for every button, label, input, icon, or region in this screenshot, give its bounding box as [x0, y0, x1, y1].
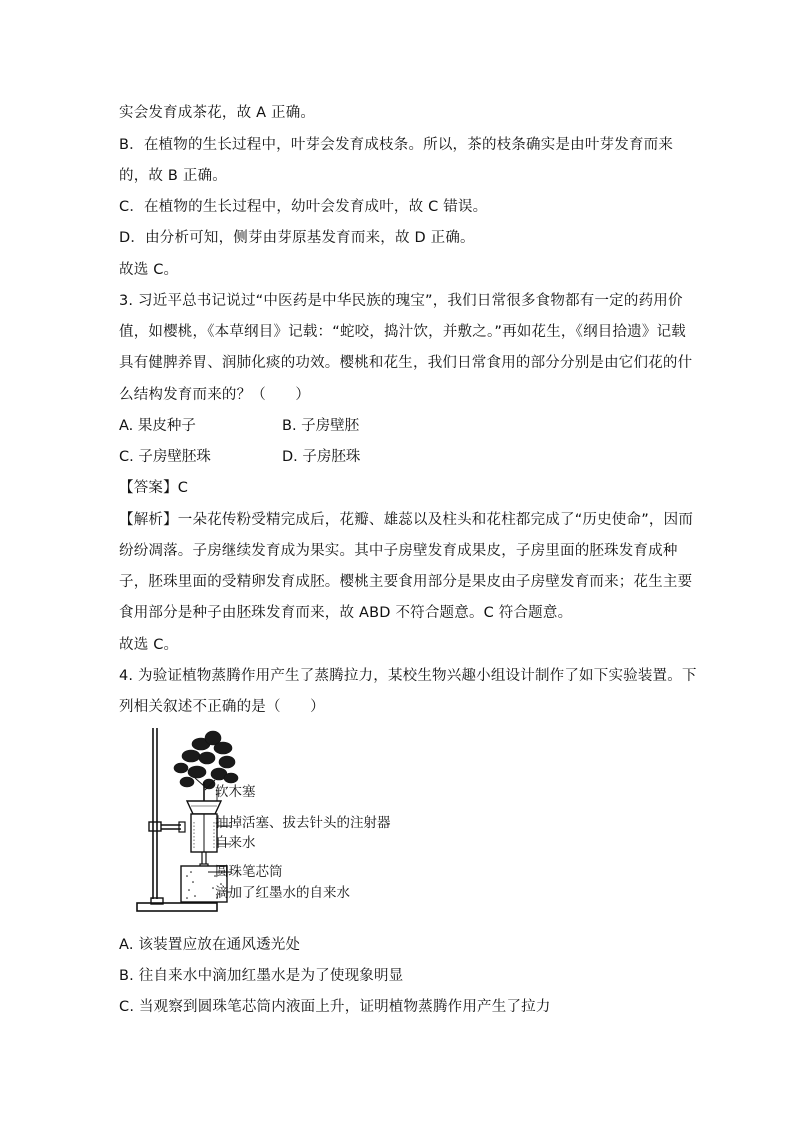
text-line: 的，故 B 正确。: [119, 168, 227, 184]
analysis-line: 子，胚珠里面的受精卵发育成胚。樱桃主要食用部分是果皮由子房壁发育而来；花生主要: [119, 574, 693, 590]
option-b: B. 子房壁胚: [282, 418, 360, 434]
text-line: 故选 C。: [119, 262, 179, 278]
option-b: B. 往自来水中滴加红墨水是为了使现象明显: [119, 968, 404, 984]
analysis-line: 故选 C。: [119, 637, 179, 653]
cork: [187, 801, 221, 814]
question-3-line: 具有健脾养胃、润肺化痰的功效。樱桃和花生，我们日常食用的部分分别是由它们花的什: [119, 355, 693, 371]
option-d: D. 子房胚珠: [282, 449, 361, 465]
text-line: 实会发育成茶花，故 A 正确。: [119, 105, 316, 121]
plant-icon: [174, 731, 238, 789]
question-3-line: 3. 习近平总书记说过“中医药是中华民族的瑰宝”，我们日常很多食物都有一定的药用价: [119, 293, 683, 309]
label-syringe: 抽掉活塞、拔去针头的注射器: [215, 815, 391, 831]
label-pen-refill: 圆珠笔芯筒: [215, 864, 283, 880]
experiment-apparatus-figure: [131, 726, 421, 922]
option-c: C. 子房壁胚珠: [119, 449, 211, 465]
analysis-line: 食用部分是种子由胚珠发育而来，故 ABD 不符合题意。C 符合题意。: [119, 605, 573, 621]
question-3-line: 么结构发育而来的？（ ）: [119, 387, 311, 403]
text-line: C．在植物的生长过程中，幼叶会发育成叶，故 C 错误。: [119, 199, 488, 215]
text-line: B．在植物的生长过程中，叶芽会发育成枝条。所以，茶的枝条确实是由叶芽发育而来: [119, 137, 674, 153]
answer-line: 【答案】C: [119, 480, 189, 496]
text-line: D．由分析可知，侧芽由芽原基发育而来，故 D 正确。: [119, 230, 475, 246]
label-tap-water: 自来水: [215, 835, 256, 851]
label-red-ink-water: 滴加了红墨水的自来水: [215, 885, 350, 901]
analysis-line: 【解析】一朵花传粉受精完成后，花瓣、雄蕊以及柱头和花柱都完成了“历史使命”，因而: [119, 512, 694, 528]
clamp: [149, 822, 161, 831]
option-a: A. 该装置应放在通风透光处: [119, 937, 301, 953]
option-a: A. 果皮种子: [119, 418, 196, 434]
stand-base: [137, 903, 217, 911]
question-3-line: 值，如樱桃，《本草纲目》记载：“蛇咬，捣汁饮，并敷之。”再如花生，《纲目拾遗》记载: [119, 324, 686, 340]
question-4-line: 4. 为验证植物蒸腾作用产生了蒸腾拉力，某校生物兴趣小组设计制作了如下实验装置。下: [119, 668, 697, 684]
option-c: C. 当观察到圆珠笔芯筒内液面上升，证明植物蒸腾作用产生了拉力: [119, 999, 551, 1015]
question-4-line: 列相关叙述不正确的是（ ）: [119, 699, 325, 715]
analysis-line: 纷纷凋落。子房继续发育成为果实。其中子房壁发育成果皮，子房里面的胚珠发育成种: [119, 543, 678, 559]
label-cork: 软木塞: [215, 784, 256, 800]
